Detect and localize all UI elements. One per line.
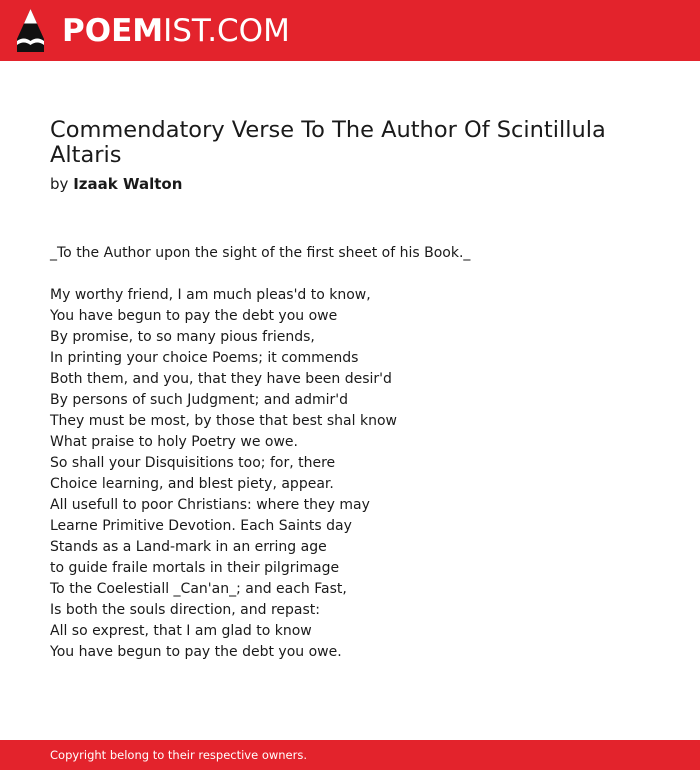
poem-epigraph: _To the Author upon the sight of the first sheet of his Book._: [50, 245, 471, 261]
poem-title: Commendatory Verse To The Author Of Scintillula Altaris: [50, 117, 606, 168]
poem-line: Stands as a Land-mark in an erring age: [50, 539, 327, 555]
poem-line: So shall your Disquisitions too; for, there: [50, 455, 336, 471]
poem-line: By promise, to so many pious friends,: [50, 329, 315, 345]
poem-line: To the Coelestiall _Can'an_; and each Fast,: [50, 581, 347, 597]
poem-line: Both them, and you, that they have been desir'd: [50, 371, 392, 387]
poem-line: My worthy friend, I am much pleas'd to know,: [50, 287, 371, 303]
brand-bold: POEM: [62, 13, 164, 49]
poem-line: What praise to holy Poetry we owe.: [50, 434, 298, 450]
poem-line: Is both the souls direction, and repast:: [50, 602, 320, 618]
footer-bar: [0, 740, 700, 770]
poem-line: You have begun to pay the debt you owe.: [50, 644, 342, 660]
by-label: by: [50, 175, 69, 193]
byline: [50, 173, 182, 195]
author-name: Izaak Walton: [73, 175, 183, 193]
poem-line: All usefull to poor Christians: where they may: [50, 497, 370, 513]
pencil-tip-icon[interactable]: [17, 9, 44, 52]
copyright-notice: Copyright belong to their respective owners.: [50, 748, 308, 762]
poem-body: [50, 243, 670, 663]
poem-line: All so exprest, that I am glad to know: [50, 623, 312, 639]
poem-line: By persons of such Judgment; and admir'd: [50, 392, 349, 408]
site-logo[interactable]: [62, 9, 290, 53]
brand-light: IST.COM: [163, 13, 290, 49]
poem-line: Choice learning, and blest piety, appear.: [50, 476, 334, 492]
poem-line: You have begun to pay the debt you owe: [50, 308, 338, 324]
header-bar: [0, 0, 700, 61]
poem-line: They must be most, by those that best shal know: [50, 413, 397, 429]
poem-line: In printing your choice Poems; it commends: [50, 350, 359, 366]
poem-line: to guide fraile mortals in their pilgrimage: [50, 560, 340, 576]
poem-line: Learne Primitive Devotion. Each Saints day: [50, 518, 352, 534]
